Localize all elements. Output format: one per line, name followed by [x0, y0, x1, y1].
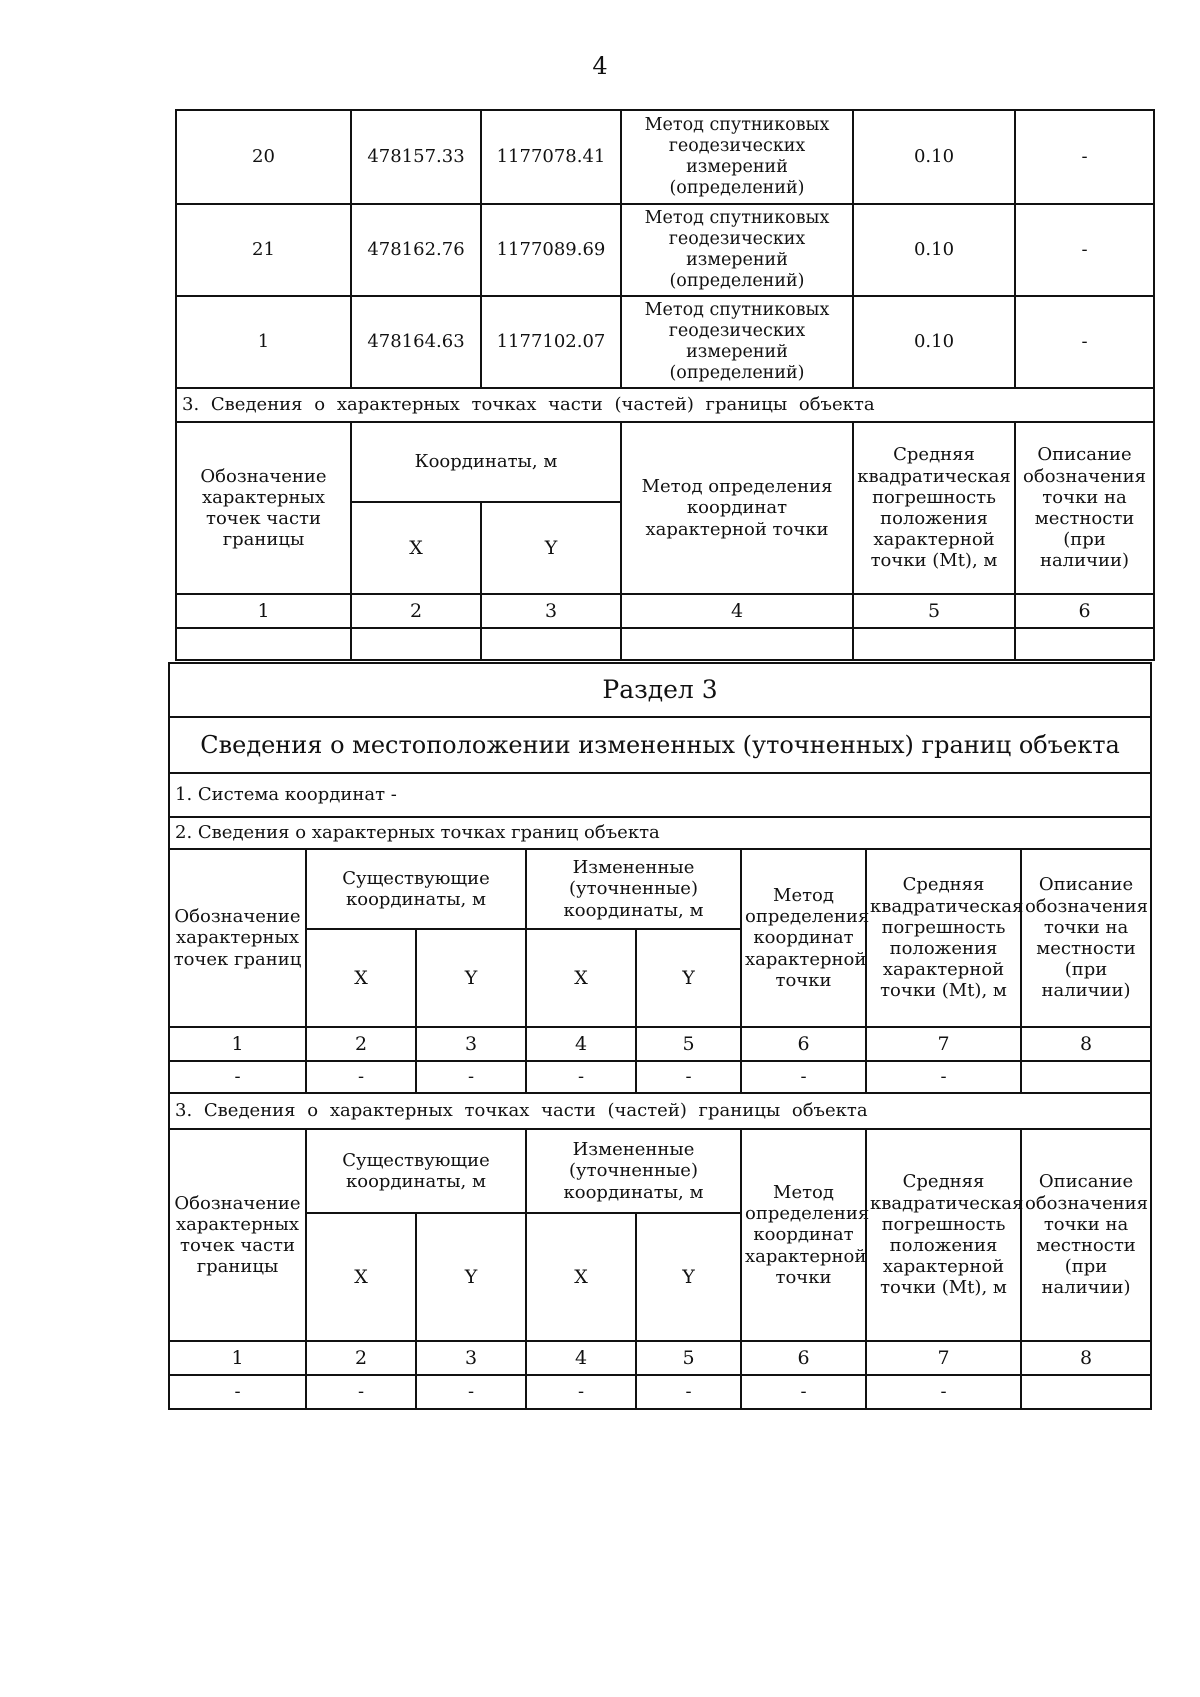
- point-number: 1: [176, 296, 351, 388]
- page-number: 4: [592, 52, 608, 80]
- point-number: 21: [176, 204, 351, 296]
- column-number: 8: [1021, 1341, 1151, 1375]
- header-x: X: [526, 1213, 636, 1341]
- column-number: 5: [636, 1027, 741, 1061]
- header-point-designation: Обозначение характерных точек части границы: [169, 1129, 306, 1341]
- table-cell: -: [866, 1061, 1021, 1093]
- header-y: Y: [416, 1213, 526, 1341]
- header-x: X: [306, 929, 416, 1027]
- column-number: 7: [866, 1341, 1021, 1375]
- table-cell: -: [169, 1375, 306, 1409]
- column-number: 3: [416, 1341, 526, 1375]
- table-row: [176, 628, 1154, 660]
- header-method: Метод определения координат характерной точки: [621, 422, 853, 594]
- section-title: Раздел 3: [169, 663, 1151, 717]
- header-changed-coordinates: Измененные (уточненные) координаты, м: [526, 849, 741, 929]
- table-cell: -: [169, 1061, 306, 1093]
- header-description: Описание обозначения точки на местности (при наличии): [1021, 1129, 1151, 1341]
- coord-x: 478157.33: [351, 110, 481, 204]
- coord-y: 1177102.07: [481, 296, 621, 388]
- column-number: 4: [621, 594, 853, 628]
- coord-x: 478164.63: [351, 296, 481, 388]
- column-number: 2: [306, 1027, 416, 1061]
- header-changed-coordinates: Измененные (уточненные) координаты, м: [526, 1129, 741, 1213]
- table-row: [169, 1061, 1151, 1093]
- header-point-designation: Обозначение характерных точек границ: [169, 849, 306, 1027]
- column-number: 1: [176, 594, 351, 628]
- column-number: 4: [526, 1341, 636, 1375]
- header-existing-coordinates: Существующие координаты, м: [306, 1129, 526, 1213]
- column-number: 1: [169, 1027, 306, 1061]
- column-number: 1: [169, 1341, 306, 1375]
- column-number: 7: [866, 1027, 1021, 1061]
- method-cell: Метод спутниковых геодезических измерений (определений): [621, 296, 853, 388]
- column-number: 3: [416, 1027, 526, 1061]
- column-number: 6: [741, 1027, 866, 1061]
- column-number: 6: [741, 1341, 866, 1375]
- part-caption: 3. Сведения о характерных точках части (частей) границы объекта: [169, 1093, 1151, 1129]
- header-y: Y: [416, 929, 526, 1027]
- header-method: Метод определения координат характерной точки: [741, 849, 866, 1027]
- accuracy-cell: 0.10: [853, 296, 1015, 388]
- header-point-designation: Обозначение характерных точек части границы: [176, 422, 351, 594]
- table-cell: -: [741, 1375, 866, 1409]
- header-accuracy: Средняя квадратическая погрешность положения характерной точки (Mt), м: [866, 849, 1021, 1027]
- column-number: 4: [526, 1027, 636, 1061]
- column-number: 2: [351, 594, 481, 628]
- table-cell: -: [306, 1375, 416, 1409]
- table-cell: -: [526, 1061, 636, 1093]
- table-cell: [1021, 1061, 1151, 1093]
- accuracy-cell: 0.10: [853, 204, 1015, 296]
- table-row: [176, 296, 1154, 388]
- column-number: 2: [306, 1341, 416, 1375]
- column-number: 5: [636, 1341, 741, 1375]
- column-number: 3: [481, 594, 621, 628]
- section3-table: [168, 662, 1152, 1410]
- table-row: [169, 1375, 1151, 1409]
- section-subtitle: Сведения о местоположении измененных (уточненных) границ объекта: [169, 717, 1151, 773]
- point-number: 20: [176, 110, 351, 204]
- method-cell: Метод спутниковых геодезических измерений (определений): [621, 204, 853, 296]
- table-cell: -: [416, 1375, 526, 1409]
- header-accuracy: Средняя квадратическая погрешность положения характерной точки (Mt), м: [853, 422, 1015, 594]
- header-x: X: [351, 502, 481, 594]
- coord-y: 1177078.41: [481, 110, 621, 204]
- table-cell: -: [636, 1061, 741, 1093]
- table-cell: -: [416, 1061, 526, 1093]
- table-row: [176, 204, 1154, 296]
- header-coordinates: Координаты, м: [351, 422, 621, 502]
- table-row: [176, 110, 1154, 204]
- header-description: Описание обозначения точки на местности (при наличии): [1021, 849, 1151, 1027]
- header-accuracy: Средняя квадратическая погрешность положения характерной точки (Mt), м: [866, 1129, 1021, 1341]
- column-number: 6: [1015, 594, 1154, 628]
- table-cell: [1021, 1375, 1151, 1409]
- method-cell: Метод спутниковых геодезических измерений (определений): [621, 110, 853, 204]
- header-method: Метод определения координат характерной точки: [741, 1129, 866, 1341]
- header-x: X: [526, 929, 636, 1027]
- accuracy-cell: 0.10: [853, 110, 1015, 204]
- coordinate-system: 1. Система координат -: [169, 773, 1151, 817]
- column-number: 5: [853, 594, 1015, 628]
- coord-y: 1177089.69: [481, 204, 621, 296]
- table-cell: -: [306, 1061, 416, 1093]
- table-cell: -: [636, 1375, 741, 1409]
- header-existing-coordinates: Существующие координаты, м: [306, 849, 526, 929]
- points-caption: 2. Сведения о характерных точках границ объекта: [169, 817, 1151, 849]
- header-y: Y: [636, 929, 741, 1027]
- column-number: 8: [1021, 1027, 1151, 1061]
- header-y: Y: [481, 502, 621, 594]
- header-description: Описание обозначения точки на местности (при наличии): [1015, 422, 1154, 594]
- coord-x: 478162.76: [351, 204, 481, 296]
- table-cell: -: [741, 1061, 866, 1093]
- header-x: X: [306, 1213, 416, 1341]
- table-cell: -: [526, 1375, 636, 1409]
- description-cell: -: [1015, 110, 1154, 204]
- coordinates-table: [175, 109, 1155, 661]
- header-y: Y: [636, 1213, 741, 1341]
- description-cell: -: [1015, 204, 1154, 296]
- description-cell: -: [1015, 296, 1154, 388]
- part-section-caption: 3. Сведения о характерных точках части (частей) границы объекта: [176, 388, 1154, 422]
- table-cell: -: [866, 1375, 1021, 1409]
